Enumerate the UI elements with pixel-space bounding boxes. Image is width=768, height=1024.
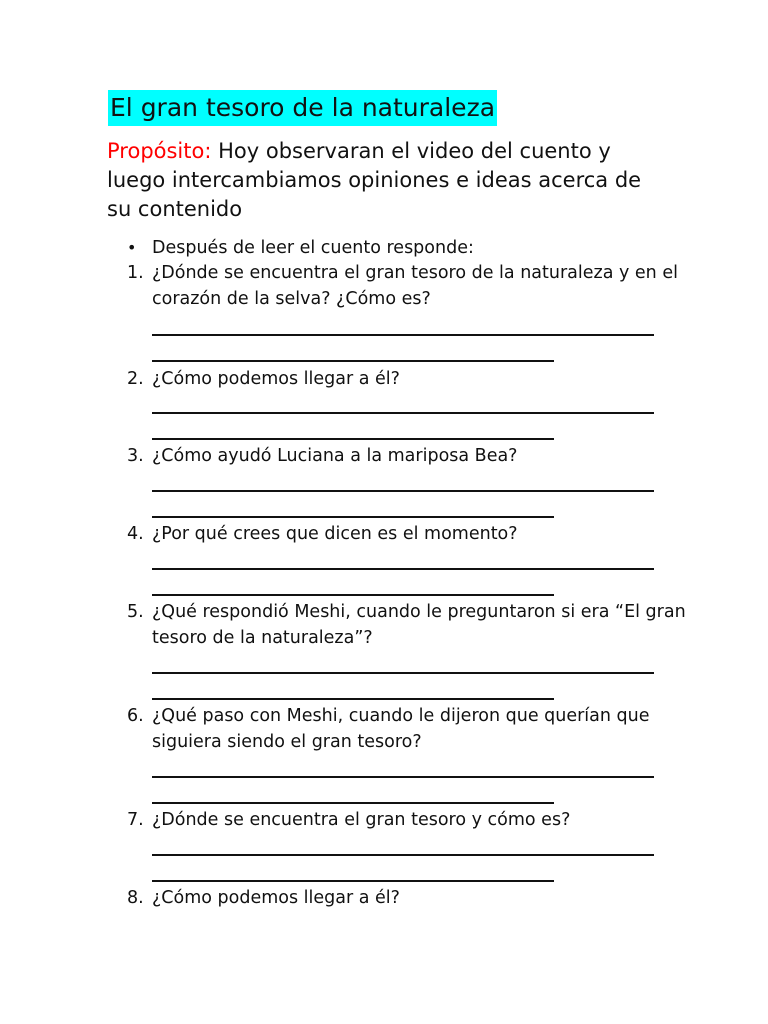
question-4 <box>127 521 687 547</box>
question-text: ¿Dónde se encuentra el gran tesoro de la naturaleza y en el corazón de la selva? ¿Cómo es? <box>152 263 678 309</box>
question-text: ¿Cómo ayudó Luciana a la mariposa Bea? <box>152 446 518 466</box>
answer-line[interactable] <box>152 854 654 856</box>
question-text: ¿Qué paso con Meshi, cuando le dijeron que querían que siguiera siendo el gran tesoro? <box>152 706 650 752</box>
question-number: 7. <box>127 810 144 830</box>
question-number: 3. <box>127 446 144 466</box>
answer-line[interactable] <box>152 568 654 570</box>
answer-line[interactable] <box>152 412 654 414</box>
page-title: El gran tesoro de la naturaleza <box>108 90 497 126</box>
answer-line[interactable] <box>152 334 654 336</box>
purpose-label: Propósito: <box>107 139 212 163</box>
answer-line[interactable] <box>152 490 654 492</box>
answer-line[interactable] <box>152 594 554 596</box>
question-number: 1. <box>127 263 144 283</box>
question-text: ¿Cómo podemos llegar a él? <box>152 369 400 389</box>
question-text: ¿Dónde se encuentra el gran tesoro y cómo es? <box>152 810 571 830</box>
answer-line[interactable] <box>152 438 554 440</box>
question-number: 2. <box>127 369 144 389</box>
question-6 <box>127 703 687 755</box>
question-2 <box>127 366 687 392</box>
answer-line[interactable] <box>152 698 554 700</box>
question-text: ¿Por qué crees que dicen es el momento? <box>152 524 518 544</box>
question-3 <box>127 443 687 469</box>
answer-line[interactable] <box>152 516 554 518</box>
question-8 <box>127 885 687 911</box>
purpose-paragraph <box>107 137 667 224</box>
question-number: 5. <box>127 602 144 622</box>
answer-line[interactable] <box>152 802 554 804</box>
question-1 <box>127 260 687 312</box>
question-number: 4. <box>127 524 144 544</box>
question-text: ¿Qué respondió Meshi, cuando le preguntaron si era “El gran tesoro de la naturaleza”? <box>152 602 686 648</box>
bullet-icon: • <box>127 238 137 257</box>
question-number: 6. <box>127 706 144 726</box>
answer-line[interactable] <box>152 360 554 362</box>
question-5 <box>127 599 687 651</box>
answer-line[interactable] <box>152 776 654 778</box>
question-number: 8. <box>127 888 144 908</box>
purpose-text: Hoy observaran el video del cuento y luego intercambiamos opiniones e ideas acerca de su contenido <box>107 139 642 221</box>
question-7 <box>127 807 687 833</box>
instructions-text: Después de leer el cuento responde: <box>152 238 474 258</box>
answer-line[interactable] <box>152 672 654 674</box>
answer-line[interactable] <box>152 880 554 882</box>
instructions <box>127 235 474 261</box>
question-text: ¿Cómo podemos llegar a él? <box>152 888 400 908</box>
